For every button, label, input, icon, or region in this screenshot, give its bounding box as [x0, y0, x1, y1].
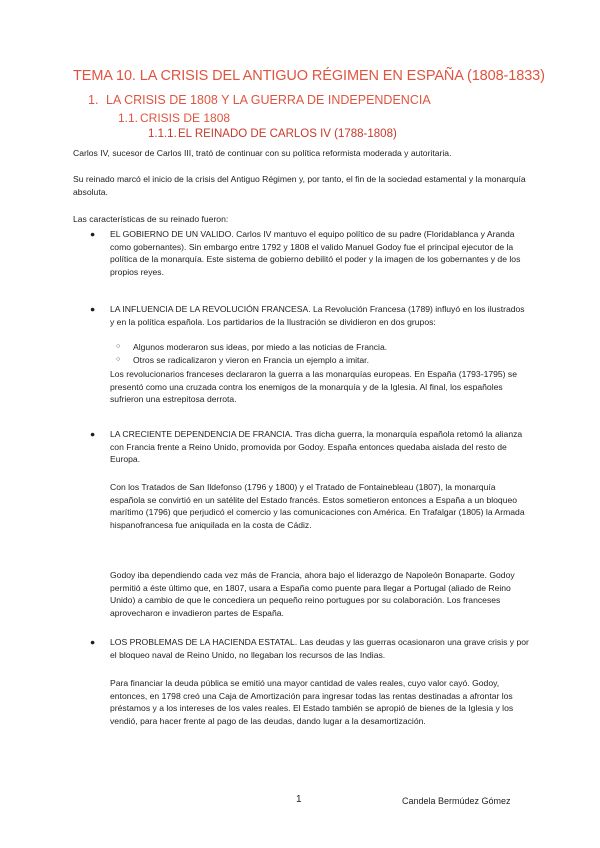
- circle-bullet-icon: ○: [116, 343, 121, 350]
- intro-paragraph-2: Su reinado marcó el inicio de la crisis del Antiguo Régimen y, por tanto, el fin de la sociedad estamental y la monarquía absoluta.: [73, 174, 526, 197]
- bullet-3-paragraph-2: Con los Tratados de San Ildefonso (1796 y 1800) y el Tratado de Fontainebleau (1807), la monarquía española se convirtió en un satélite del Estado francés. Estos sometieron entonces a España a un bloqueo marítimo (1796) que perjudicó el comercio y las comunicaciones con América. En Trafalgar (1805) la Armada hispanofrancesa fue aniquilada en la costa de Cádiz.: [110, 482, 525, 530]
- heading-subsubsection-number: 1.1.1.: [148, 128, 177, 140]
- bullet-icon: ●: [90, 429, 96, 439]
- bullet-3-paragraph-3: Godoy iba dependiendo cada vez más de Francia, ahora bajo el liderazgo de Napoleón Bonaparte. Godoy permitió a éste último que, en 1807, usara a España como puente para llegar a Portugal (aliado de Reino Unido) a cambio de que le concediera un pequeño reino portugues por su colaboración. Los franceses aprovecharon e invadieron partes de España.: [110, 570, 515, 618]
- bullet-3-text: LA CRECIENTE DEPENDENCIA DE FRANCIA. Tras dicha guerra, la monarquía española retomó la alianza con Francia frente a Reino Unido, promovida por Godoy. España entonces quedaba aislada del resto de Europa.: [110, 429, 523, 465]
- heading-section-number: 1.: [88, 93, 99, 107]
- bullet-icon: ●: [90, 304, 96, 314]
- bullet-icon: ●: [90, 229, 96, 239]
- heading-subsection-text: CRISIS DE 1808: [140, 111, 231, 125]
- author-name: Candela Bermúdez Gómez: [402, 796, 511, 806]
- intro-paragraph-1: Carlos IV, sucesor de Carlos III, trató de continuar con su política reformista moderada y autoritaria.: [73, 148, 452, 158]
- bullet-2-subitem-1: Algunos moderaron sus ideas, por miedo a las noticias de Francia.: [133, 342, 388, 352]
- bullet-icon: ●: [90, 637, 96, 647]
- bullet-2-continuation: Los revolucionarios franceses declararon la guerra a las monarquías europeas. En España (1793-1795) se presentó como una cruzada contra los enemigos de la monarquía y de la Iglesia. Al final, los españoles sufrieron una estrepitosa derrota.: [110, 369, 518, 405]
- bullet-1-text: EL GOBIERNO DE UN VALIDO. Carlos IV mantuvo el equipo político de su padre (Floridablanca y Aranda como gobernantes). Sin embargo entre 1792 y 1808 el valido Manuel Godoy fue el principal ejecutor de la política de la monarquía. Este sistema de gobierno debilitó el poder y la imagen de los gobernantes y de los propios reyes.: [110, 229, 521, 277]
- intro-paragraph-3: Las características de su reinado fueron:: [73, 214, 229, 224]
- heading-section-text: LA CRISIS DE 1808 Y LA GUERRA DE INDEPENDENCIA: [106, 93, 431, 107]
- circle-bullet-icon: ○: [116, 356, 121, 363]
- heading-section: [88, 93, 431, 107]
- bullet-2-subitem-2: Otros se radicalizaron y vieron en Francia un ejemplo a imitar.: [133, 355, 369, 365]
- bullet-4-text: LOS PROBLEMAS DE LA HACIENDA ESTATAL. Las deudas y las guerras ocasionaron una grave crisis y por el bloqueo naval de Reino Unido, no llegaban los recursos de las Indias.: [110, 637, 529, 660]
- heading-subsection: [118, 111, 230, 125]
- heading-subsubsection-text: EL REINADO DE CARLOS IV (1788-1808): [178, 128, 397, 140]
- bullet-4-paragraph-2: Para financiar la deuda pública se emitió una mayor cantidad de vales reales, cuyo valor cayó. Godoy, entonces, en 1798 creó una Caja de Amortización para ingresar todas las rentas destinadas a afrontar los préstamos y a los intereses de los vales reales. El Estado también se apropió de bienes de la Iglesia y los vendió, para hacer frente al pago de las deudas, dando lugar a la desamortización.: [110, 678, 514, 726]
- heading-subsection-number: 1.1.: [118, 111, 139, 125]
- page-number: 1: [296, 794, 302, 805]
- heading-subsubsection: [148, 128, 397, 140]
- heading-main: TEMA 10. LA CRISIS DEL ANTIGUO RÉGIMEN EN ESPAÑA (1808-1833): [73, 68, 545, 84]
- bullet-2-text: LA INFLUENCIA DE LA REVOLUCIÓN FRANCESA. La Revolución Francesa (1789) influyó en los ilustrados y en la política española. Los partidarios de la Ilustración se dividieron en dos grupos:: [110, 304, 525, 327]
